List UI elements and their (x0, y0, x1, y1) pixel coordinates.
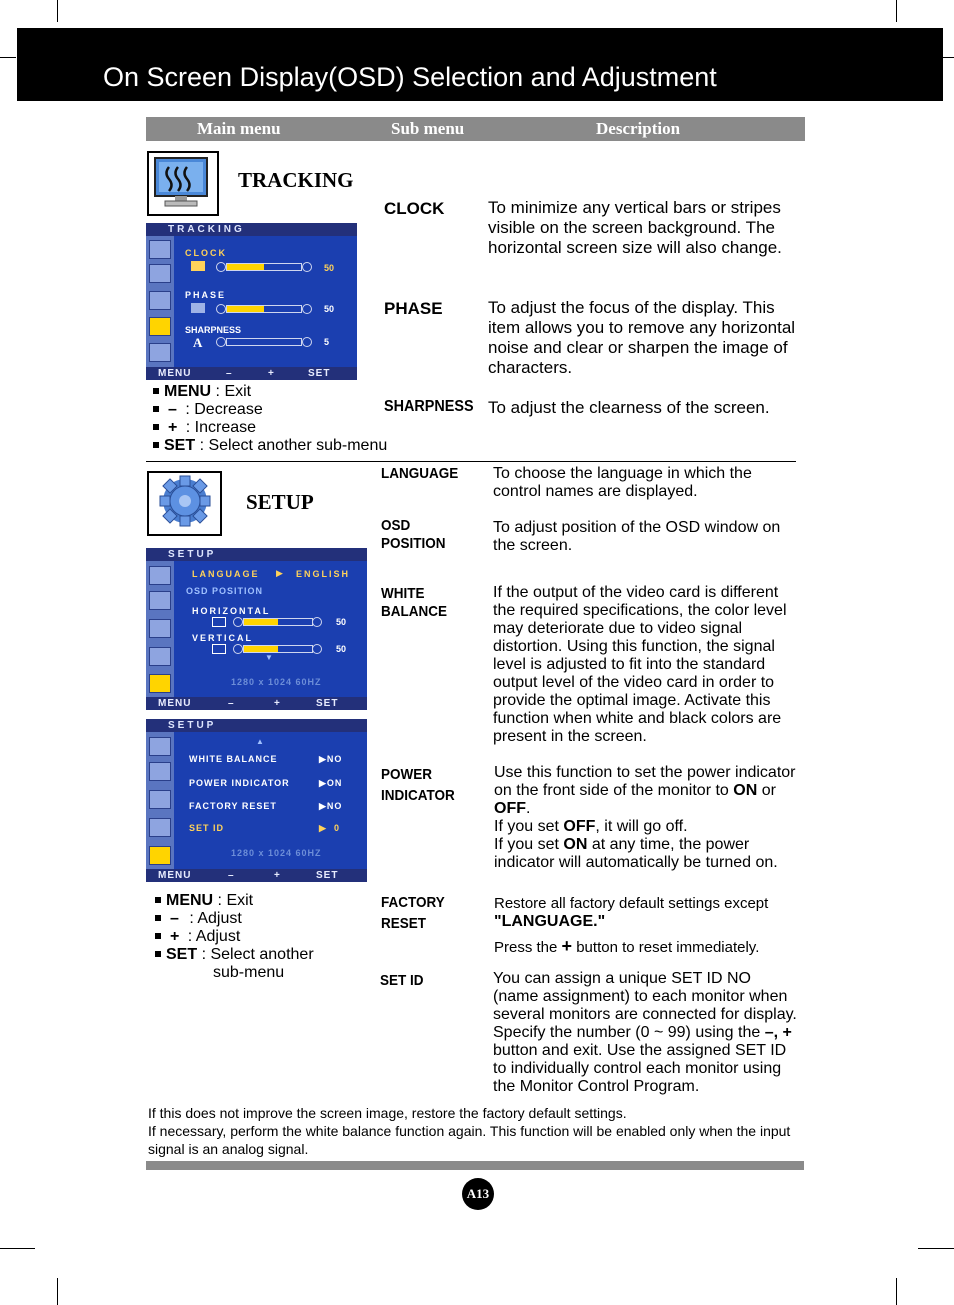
osd-footer-plus: + (268, 368, 275, 379)
legend-plus: + : Adjust (155, 928, 314, 946)
osd-language-value: ENGLISH (296, 569, 351, 579)
osd-resolution: 1280 x 1024 60HZ (231, 677, 322, 687)
setup-menu-icon (149, 846, 171, 865)
legend-set-cont: sub-menu (213, 964, 285, 981)
color-icon (149, 762, 171, 781)
vertical-bar (243, 645, 313, 653)
osd-clock-value: 50 (324, 263, 335, 273)
clock-description: To minimize any vertical bars or stripes visible on the screen background. The horizontal screen size will also change. (488, 198, 782, 257)
tracking-menu-icon (149, 317, 171, 336)
arrow-down-icon: ▼ (265, 653, 273, 662)
osd-position-subtitle: OSD POSITION (381, 517, 446, 552)
footnote-2: If necessary, perform the white balance function again. This function will be enabled only when the input signal is an analog signal. (148, 1123, 791, 1157)
osd-factory-reset-label: FACTORY RESET (189, 801, 277, 811)
picture-icon (149, 566, 171, 585)
setup-title: SETUP (246, 490, 314, 514)
column-header (146, 117, 805, 141)
osd-white-balance-label: WHITE BALANCE (189, 754, 278, 764)
sub-menu-header: Sub menu (391, 119, 465, 138)
osd-language-label: LANGUAGE (192, 569, 260, 579)
osd-clock-label: CLOCK (185, 248, 227, 258)
osd-footer-minus: – (228, 698, 235, 709)
factory-reset-description: Restore all factory default settings except "LANGUAGE." Press the + button to reset immediately. (494, 895, 769, 956)
sharpness-bar (226, 338, 302, 346)
osd-header: TRACKING (146, 223, 357, 236)
crop-mark (57, 0, 58, 22)
position-icon (149, 291, 171, 310)
plus-icon (312, 617, 322, 627)
osd-sidebar (146, 236, 174, 367)
legend-set: SET : Select another sub-menu (153, 437, 387, 455)
osd-vertical-label: VERTICAL (192, 633, 253, 643)
minus-icon (216, 304, 226, 314)
osd-horizontal-label: HORIZONTAL (192, 606, 271, 616)
clock-icon (191, 261, 205, 271)
crop-mark (0, 57, 16, 58)
white-balance-description: If the output of the video card is different the required specifications, the color level may deteriorate due to video signal distortion. Using this function, the signal level is adjusted to fit into the standard output level of the video card in order to provide the optimal image. Activate this function when white and black colors are present in the screen. (493, 584, 787, 745)
tracking-legend (153, 383, 387, 455)
tracking-osd-panel (146, 223, 357, 380)
footer-bar (146, 1161, 804, 1170)
osd-phase-label: PHASE (185, 290, 227, 300)
osd-set-id-value: ▶ 0 (319, 823, 340, 833)
osd-phase-value: 50 (324, 304, 335, 314)
setup-osd-panel-2 (146, 719, 367, 882)
section-divider (146, 461, 796, 462)
plus-icon (302, 304, 312, 314)
horizontal-bar (243, 618, 313, 626)
osd-footer-set: SET (316, 698, 339, 709)
legend-set: SET : Select another (155, 946, 314, 964)
osd-position-label: OSD POSITION (186, 586, 264, 596)
sharpness-icon: A (193, 335, 203, 350)
position-icon (149, 619, 171, 638)
position-icon (149, 790, 171, 809)
osd-power-indicator-value: ▶ON (319, 778, 343, 788)
sharpness-description: To adjust the clearness of the screen. (488, 398, 770, 417)
crop-mark (57, 1278, 58, 1305)
plus-icon (302, 337, 312, 347)
minus-icon (233, 644, 243, 654)
setup-icon (147, 471, 222, 536)
osd-sidebar (146, 561, 174, 697)
osd-set-id-label: SET ID (189, 823, 225, 833)
osd-footer-minus: – (228, 870, 235, 881)
page-number: A13 (462, 1178, 494, 1210)
legend-menu: MENU : Exit (155, 892, 314, 910)
main-menu-header: Main menu (197, 119, 281, 138)
tracking-menu-icon (149, 818, 171, 837)
legend-plus: + : Increase (153, 419, 387, 437)
minus-icon (233, 617, 243, 627)
osd-sidebar (146, 732, 174, 869)
set-id-description: You can assign a unique SET ID NO (name assignment) to each monitor when several monitors are connected for display. Specify the number (0 ~ 99) using the –, + button and exit. Use the assigned SET ID to individually control each monitor using the Monitor Control Program. (493, 970, 797, 1095)
vertical-icon (212, 644, 226, 654)
osd-factory-reset-value: ▶NO (319, 801, 343, 811)
phase-icon (191, 303, 205, 313)
footnote-1: If this does not improve the screen image, restore the factory default settings. (148, 1105, 627, 1121)
minus-icon (216, 262, 226, 272)
clock-bar (226, 263, 302, 271)
osd-footer-menu: MENU (158, 870, 192, 881)
color-icon (149, 591, 171, 610)
setup-menu-icon (149, 674, 171, 693)
osd-footer-minus: – (226, 368, 233, 379)
page-title: On Screen Display(OSD) Selection and Adjustment (103, 62, 717, 92)
legend-minus: – : Adjust (155, 910, 314, 928)
osd-header: SETUP (146, 719, 367, 732)
factory-reset-subtitle: FACTORY RESET (381, 894, 445, 932)
osd-vertical-value: 50 (336, 644, 347, 654)
tracking-menu-icon (149, 647, 171, 666)
crop-mark (896, 0, 897, 22)
arrow-up-icon: ▲ (256, 737, 264, 746)
osd-position-description: To adjust position of the OSD window on the screen. (493, 519, 781, 554)
arrow-right-icon: ▶ (276, 568, 283, 578)
phase-bar (226, 305, 302, 313)
setup-legend (155, 892, 314, 982)
osd-footer-set: SET (316, 870, 339, 881)
setup-osd-panel-1 (146, 548, 367, 710)
horizontal-icon (212, 617, 226, 627)
osd-sharpness-value: 5 (324, 337, 330, 347)
sharpness-subtitle: SHARPNESS (384, 398, 474, 415)
setup-menu-icon (149, 343, 171, 362)
plus-icon (302, 262, 312, 272)
crop-mark (0, 1248, 35, 1249)
osd-footer (146, 367, 357, 380)
legend-menu: MENU : Exit (153, 383, 387, 401)
tracking-title: TRACKING (238, 168, 354, 192)
osd-white-balance-value: ▶NO (319, 754, 343, 764)
osd-resolution: 1280 x 1024 60HZ (231, 848, 322, 858)
crop-mark (896, 1278, 897, 1305)
tracking-icon (147, 151, 219, 216)
osd-footer-menu: MENU (158, 368, 192, 379)
osd-footer-plus: + (274, 698, 281, 709)
osd-footer (146, 869, 367, 882)
osd-footer (146, 697, 367, 710)
minus-icon (216, 337, 226, 347)
legend-minus: – : Decrease (153, 401, 387, 419)
color-icon (149, 264, 171, 283)
picture-icon (149, 240, 171, 259)
language-subtitle: LANGUAGE (381, 465, 459, 482)
osd-footer-plus: + (274, 870, 281, 881)
phase-description: To adjust the focus of the display. This item allows you to remove any horizontal noise and clear or sharpen the image of characters. (488, 298, 796, 377)
picture-icon (149, 737, 171, 756)
description-header: Description (596, 119, 681, 138)
clock-subtitle: CLOCK (384, 199, 445, 218)
osd-power-indicator-label: POWER INDICATOR (189, 778, 290, 788)
osd-footer-menu: MENU (158, 698, 192, 709)
language-description: To choose the language in which the control names are displayed. (493, 465, 752, 500)
plus-icon (312, 644, 322, 654)
crop-mark (918, 1248, 954, 1249)
osd-horizontal-value: 50 (336, 617, 347, 627)
phase-subtitle: PHASE (384, 299, 443, 318)
power-indicator-subtitle: POWER INDICATOR (381, 766, 455, 804)
power-indicator-description: Use this function to set the power indicator on the front side of the monitor to ON or OFF. If you set OFF, it will go off. If you set ON at any time, the power indicator will automatically be turned on. (494, 764, 796, 871)
white-balance-subtitle: WHITE BALANCE (381, 585, 448, 620)
osd-footer-set: SET (308, 368, 331, 379)
osd-header: SETUP (146, 548, 367, 561)
set-id-subtitle: SET ID (380, 972, 424, 989)
osd-sharpness-label: SHARPNESS (185, 325, 242, 335)
